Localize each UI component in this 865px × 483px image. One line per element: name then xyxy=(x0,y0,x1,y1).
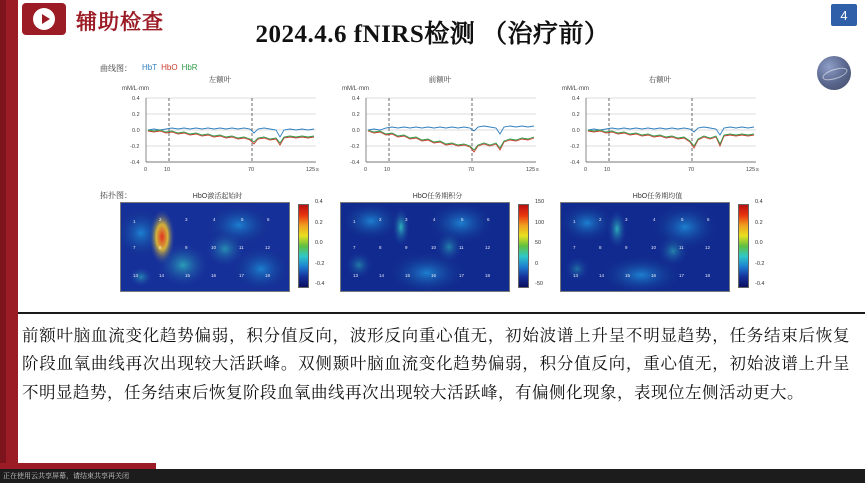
svg-text:10: 10 xyxy=(211,245,217,250)
svg-text:4: 4 xyxy=(213,217,216,222)
wave-title: 左额叶 xyxy=(208,75,232,84)
svg-text:6: 6 xyxy=(707,217,710,222)
tick: 0.2 xyxy=(315,219,323,226)
svg-text:15: 15 xyxy=(625,273,631,278)
wave-title: 前额叶 xyxy=(428,75,452,84)
svg-text:11: 11 xyxy=(459,245,464,250)
svg-text:10: 10 xyxy=(164,167,171,173)
svg-text:5: 5 xyxy=(461,217,464,222)
svg-text:7: 7 xyxy=(133,245,136,250)
tick: 0.4 xyxy=(315,199,323,205)
conclusion-text: 前额叶脑血流变化趋势偏弱，积分值反向，波形反向重心值无，初始波谱上升呈不明显趋势，任务结束后恢复阶段血氧曲线再次出现较大活跃峰。双侧颞叶脑血流变化趋势偏弱，积分值反向，重心值无，初始波谱上升呈不明显趋势，任务结束后恢复阶段血氧曲线再次出现较大活跃峰，有偏侧化现象，表现位左侧活动更大。 xyxy=(22,326,850,402)
svg-text:17: 17 xyxy=(679,273,685,278)
tick: 50 xyxy=(535,240,542,246)
wave-y-unit: mM/L·mm xyxy=(562,86,589,92)
svg-text:125: 125 xyxy=(306,167,316,173)
wave-legend xyxy=(142,63,198,72)
svg-text:10: 10 xyxy=(431,245,437,250)
svg-text:0.4: 0.4 xyxy=(352,96,360,102)
svg-text:125: 125 xyxy=(746,167,756,173)
svg-text:-0.2: -0.2 xyxy=(350,144,360,150)
topo-title: HbO任务期均值 xyxy=(632,193,683,200)
svg-text:70: 70 xyxy=(248,167,255,173)
svg-text:9: 9 xyxy=(625,245,628,250)
tick: -0.2 xyxy=(755,260,765,267)
svg-text:10: 10 xyxy=(384,167,391,173)
topo-image xyxy=(560,202,730,292)
fnirs-panel xyxy=(100,60,765,305)
svg-text:13: 13 xyxy=(133,273,139,278)
legend-hbt: HbT xyxy=(142,63,158,72)
topo-map-hbo-mean xyxy=(560,193,765,294)
wave-section-label: 曲线图： xyxy=(100,64,132,73)
svg-text:1: 1 xyxy=(353,219,356,224)
svg-text:0.4: 0.4 xyxy=(572,96,580,102)
wave-plot xyxy=(120,90,320,180)
svg-text:3: 3 xyxy=(185,217,188,222)
page-title: 辅助检查 xyxy=(76,10,164,34)
topo-section-label: 拓扑图： xyxy=(100,191,132,200)
tick: 150 xyxy=(535,199,545,205)
svg-text:1: 1 xyxy=(573,219,576,224)
svg-text:18: 18 xyxy=(265,273,271,278)
svg-text:0: 0 xyxy=(584,167,588,173)
svg-text:15: 15 xyxy=(185,273,191,278)
tick: -0.4 xyxy=(315,281,325,287)
tick: 100 xyxy=(535,219,545,226)
svg-text:5: 5 xyxy=(681,217,684,222)
svg-text:1: 1 xyxy=(133,219,136,224)
legend-hbr: HbR xyxy=(181,63,198,72)
watermark-globe-icon xyxy=(817,56,851,90)
tick: 0.0 xyxy=(315,240,323,246)
svg-text:14: 14 xyxy=(379,273,385,278)
svg-text:0.2: 0.2 xyxy=(352,112,360,118)
svg-text:0.0: 0.0 xyxy=(352,128,360,134)
topo-colorbar-ticks xyxy=(535,199,551,287)
svg-text:6: 6 xyxy=(487,217,490,222)
svg-text:18: 18 xyxy=(485,273,491,278)
tick: -0.2 xyxy=(315,260,325,267)
topo-image xyxy=(120,202,290,292)
page-number-badge: 4 xyxy=(831,4,857,26)
wave-chart-prefrontal xyxy=(340,76,540,181)
svg-text:2: 2 xyxy=(159,217,162,222)
tick: -0.4 xyxy=(755,281,765,287)
svg-text:3: 3 xyxy=(405,217,408,222)
svg-text:16: 16 xyxy=(211,273,217,278)
wave-y-unit: mM/L·mm xyxy=(122,86,149,92)
wave-y-unit: mM/L·mm xyxy=(342,86,369,92)
svg-text:8: 8 xyxy=(159,245,162,250)
svg-text:s: s xyxy=(536,167,539,173)
svg-text:-0.4: -0.4 xyxy=(350,160,360,166)
svg-text:13: 13 xyxy=(573,273,579,278)
svg-text:8: 8 xyxy=(599,245,602,250)
wave-plot xyxy=(340,90,540,180)
topo-colorbar xyxy=(738,204,749,288)
svg-text:12: 12 xyxy=(485,245,491,250)
wave-chart-right-frontal xyxy=(560,76,760,181)
left-accent-bar-inner xyxy=(0,0,6,483)
svg-text:-0.2: -0.2 xyxy=(570,144,580,150)
topo-colorbar-ticks xyxy=(315,199,331,287)
slide-title: 2024.4.6 fNIRS检测 （治疗前） xyxy=(255,21,610,48)
wave-title: 右额叶 xyxy=(648,75,672,84)
tick: 0.4 xyxy=(755,199,763,205)
topo-colorbar-ticks xyxy=(755,199,771,287)
svg-text:0: 0 xyxy=(144,167,148,173)
svg-text:0.4: 0.4 xyxy=(132,96,140,102)
tick: 0.2 xyxy=(755,219,763,226)
wave-plot xyxy=(560,90,760,180)
svg-text:14: 14 xyxy=(599,273,605,278)
svg-text:0.0: 0.0 xyxy=(132,128,140,134)
svg-text:10: 10 xyxy=(604,167,611,173)
svg-text:0.2: 0.2 xyxy=(132,112,140,118)
svg-text:-0.4: -0.4 xyxy=(130,160,140,166)
svg-text:0: 0 xyxy=(364,167,368,173)
svg-text:4: 4 xyxy=(433,217,436,222)
svg-text:125: 125 xyxy=(526,167,536,173)
svg-text:16: 16 xyxy=(431,273,437,278)
svg-text:13: 13 xyxy=(353,273,359,278)
svg-text:18: 18 xyxy=(705,273,711,278)
svg-text:70: 70 xyxy=(468,167,475,173)
svg-text:2: 2 xyxy=(379,217,382,222)
svg-text:11: 11 xyxy=(239,245,244,250)
topo-title: HbO激活起始时 xyxy=(192,193,243,200)
svg-text:6: 6 xyxy=(267,217,270,222)
svg-text:7: 7 xyxy=(573,245,576,250)
svg-text:s: s xyxy=(756,167,759,173)
svg-text:12: 12 xyxy=(265,245,271,250)
svg-text:-0.2: -0.2 xyxy=(130,144,140,150)
tick: -50 xyxy=(535,281,543,287)
screen-share-status-bar: 正在使用云共享屏幕，请结束共享再关闭 xyxy=(0,469,865,483)
svg-text:0.0: 0.0 xyxy=(572,128,580,134)
wave-chart-left-frontal xyxy=(120,76,320,181)
content-divider xyxy=(18,312,865,314)
tick: 0.0 xyxy=(755,240,763,246)
svg-text:5: 5 xyxy=(241,217,244,222)
left-accent-bar xyxy=(0,0,18,483)
svg-text:16: 16 xyxy=(651,273,657,278)
topo-title: HbO任务期积分 xyxy=(412,193,463,200)
svg-text:2: 2 xyxy=(599,217,602,222)
svg-text:17: 17 xyxy=(459,273,465,278)
svg-text:11: 11 xyxy=(679,245,684,250)
topo-colorbar xyxy=(518,204,529,288)
svg-text:4: 4 xyxy=(653,217,656,222)
svg-text:9: 9 xyxy=(405,245,408,250)
legend-hbo: HbO xyxy=(161,63,178,72)
svg-text:70: 70 xyxy=(688,167,695,173)
svg-text:s: s xyxy=(316,167,319,173)
svg-text:-0.4: -0.4 xyxy=(570,160,580,166)
tick: 0 xyxy=(535,260,539,267)
svg-text:10: 10 xyxy=(651,245,657,250)
svg-text:14: 14 xyxy=(159,273,165,278)
svg-text:0.2: 0.2 xyxy=(572,112,580,118)
svg-text:7: 7 xyxy=(353,245,356,250)
svg-text:3: 3 xyxy=(625,217,628,222)
topo-map-hbo-integral xyxy=(340,193,545,294)
topo-colorbar xyxy=(298,204,309,288)
svg-text:12: 12 xyxy=(705,245,711,250)
svg-text:15: 15 xyxy=(405,273,411,278)
svg-text:17: 17 xyxy=(239,273,245,278)
svg-text:9: 9 xyxy=(185,245,188,250)
topo-map-hbo-onset xyxy=(120,193,325,294)
topo-image xyxy=(340,202,510,292)
svg-text:8: 8 xyxy=(379,245,382,250)
